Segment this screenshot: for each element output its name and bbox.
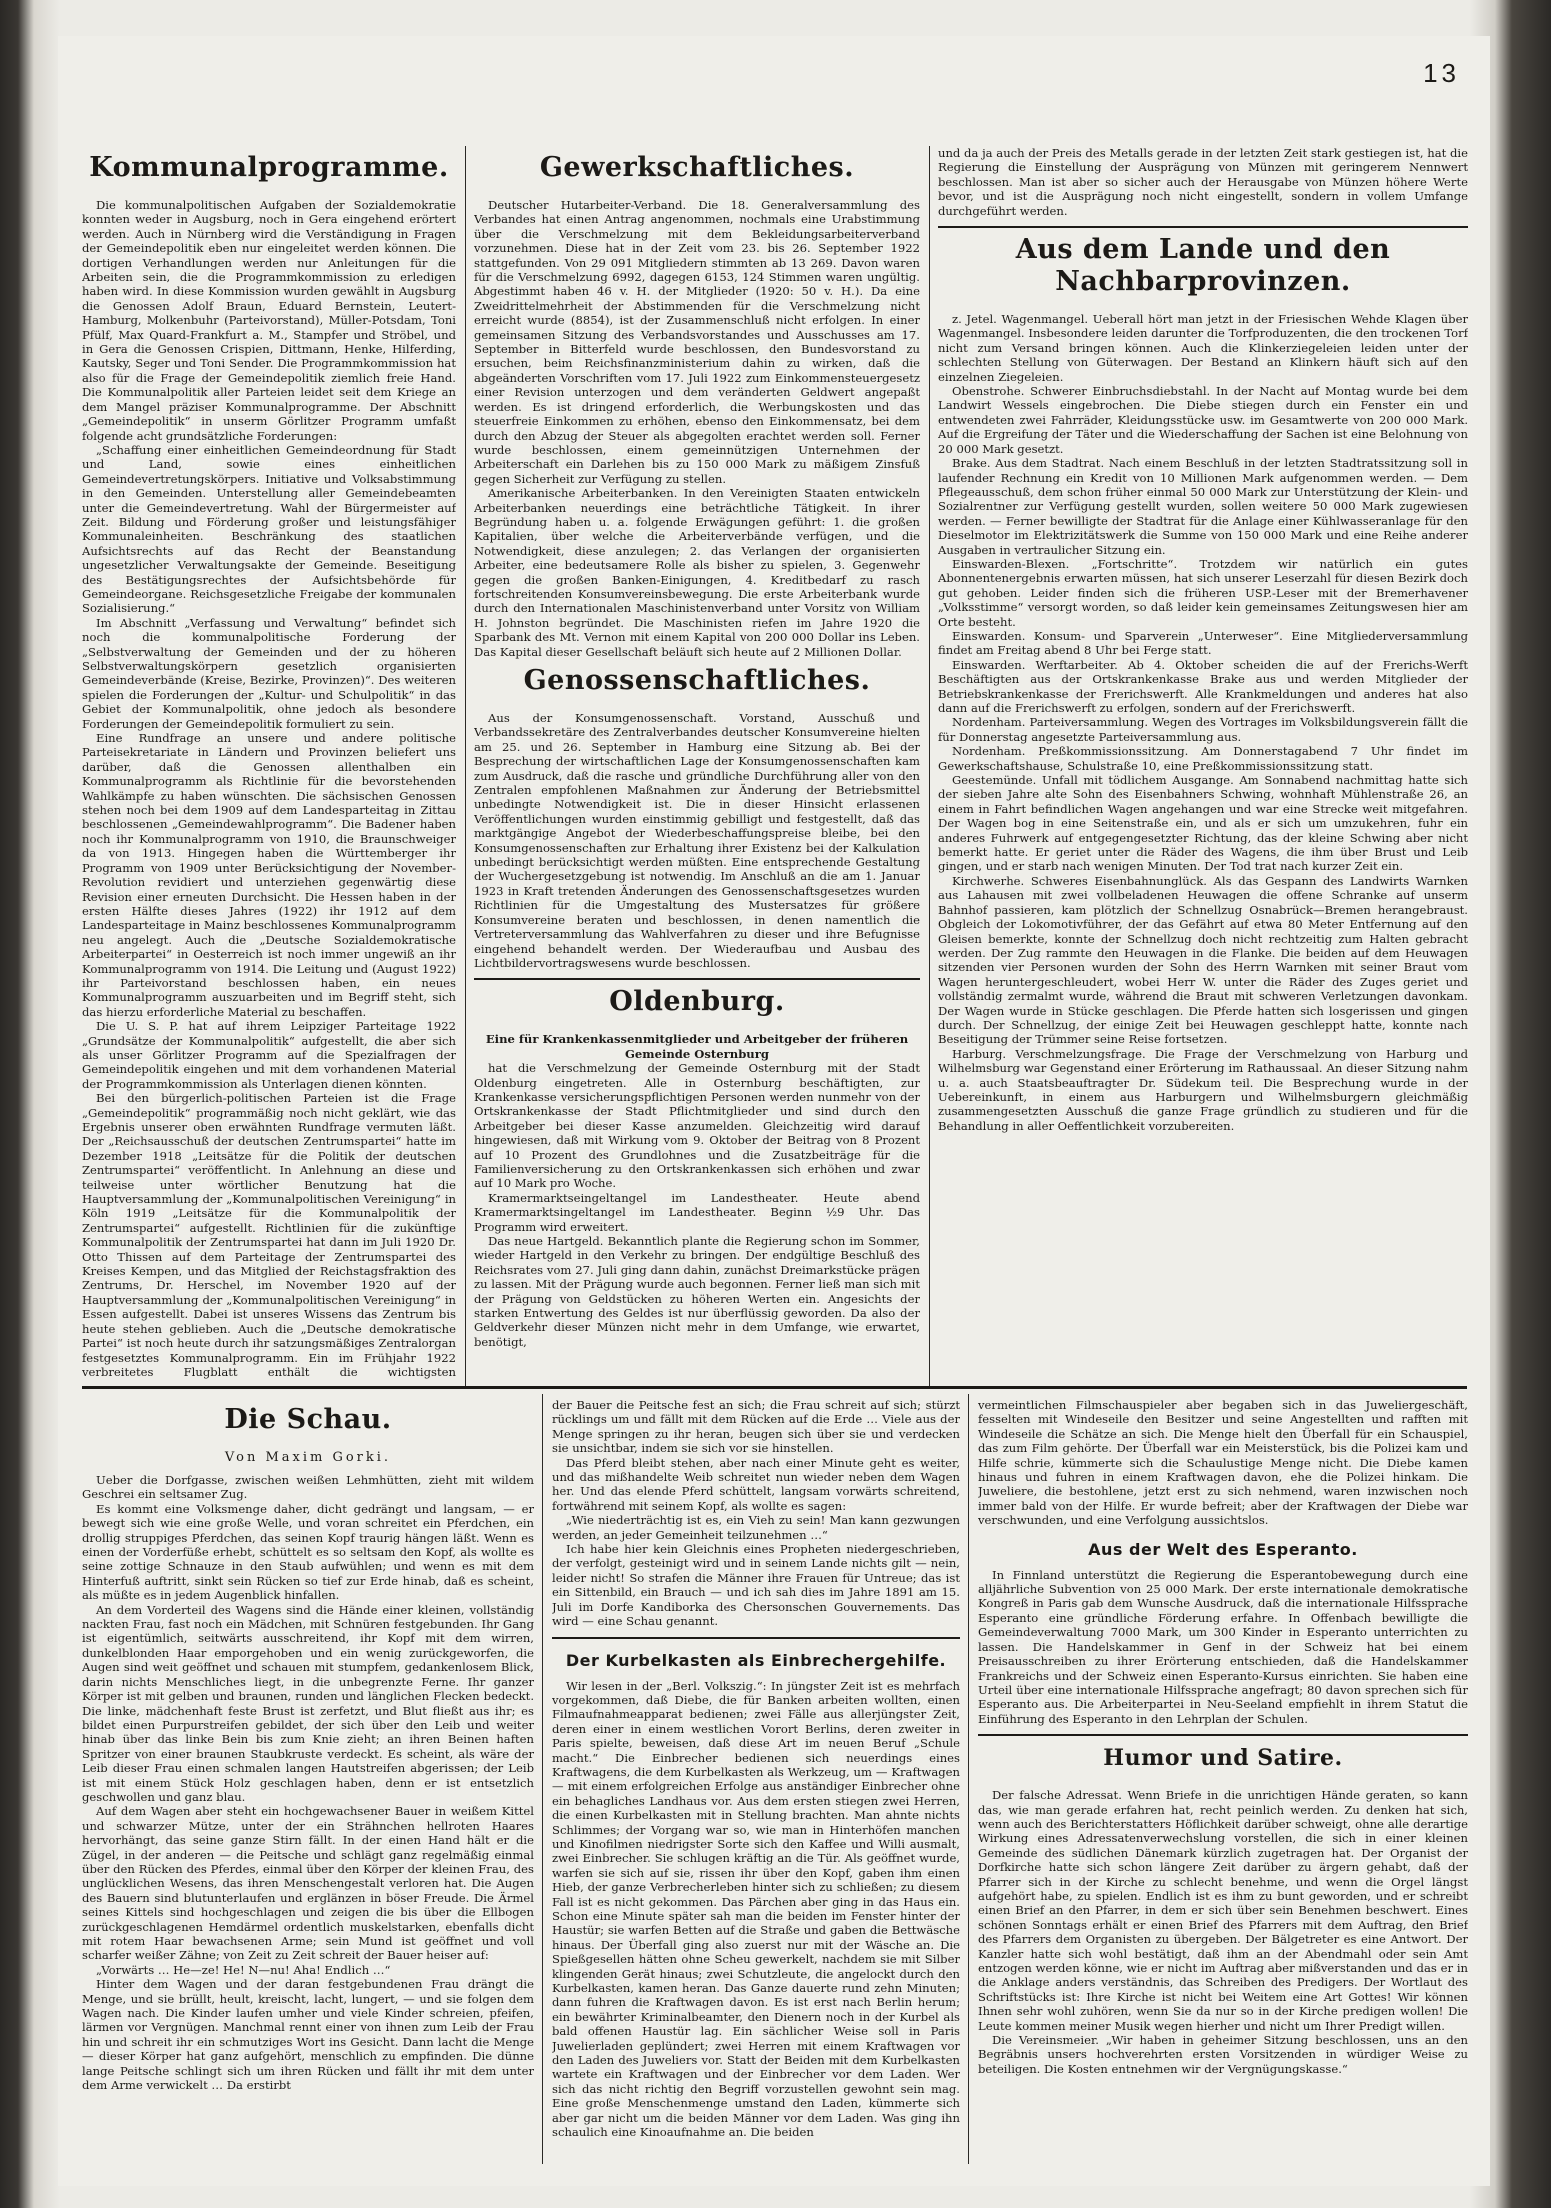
paragraph: Obenstrohe. Schwerer Einbruchsdiebstahl. In der Nacht auf Montag wurde bei dem Landwirt Wessels eingebrochen. Die Diebe stiegen durch ein Fenster ein und entwendeten zwei Fahrräder, Kleidungsstücke usw. im Gesamtwerte von 200 000 Mark. Auf die Ergreifung der Täter und die Wiederschaffung der Sachen ist eine Belohnung von 20 000 Mark gesetzt.	[938, 384, 1468, 456]
headline-humor-satire: Humor und Satire.	[1103, 1745, 1343, 1772]
paragraph: Aus der Konsumgenossenschaft. Vorstand, Ausschuß und Verbandssekretäre des Zentralverbandes deutscher Konsumvereine hielten am 25. und 26. September in Hamburg eine Sitzung ab. Bei der Besprechung der wirtschaftlichen Lage der Konsumgenossenschaften kam zum Ausdruck, daß die rasche und gründliche Durchführung aller von den Zentralen empfohlenen Maßnahmen zur Änderung der Betriebsmittel unbedingte Notwendigkeit ist. Die in dieser Hinsicht erlassenen Veröffentlichungen wurden einstimmig gebilligt und festgestellt, daß das marktgängige Angebot der Wiederbeschaffungspreise bleibe, bei den Konsumgenossenschaften zur Erhaltung ihrer Existenz bei der Kalkulation unbedingt berücksichtigt werden müßten. Eine entsprechende Gestaltung der Wuchergesetzgebung ist notwendig. Im Anschluß an die am 1. Januar 1923 in Kraft tretenden Änderungen des Genossenschaftsgesetzes wurden Richtlinien für die Umgestaltung des Mustersatzes für größere Konsumvereine beraten und beschlossen, in denen namentlich die Vertreterversammlung das Wahlverfahren zu dieser und ihre Befugnisse eingehend behandelt werden. Der Wiederaufbau und Ausbau des Lichtbildervortragswesens wurde beschlossen.	[474, 711, 920, 970]
subheadline: Eine für Krankenkassenmitglieder und Arbeitgeber der früheren Gemeinde Osternburg	[485, 1032, 909, 1061]
headline-kommunalprogramme: Kommunalprogramme.	[89, 152, 449, 183]
paragraph: Im Abschnitt „Verfassung und Verwaltung“ befindet sich noch die kommunalpolitische Forderung der „Selbstverwaltung der Gemeinden und der zu höheren Selbstverwaltungskörpern gesetzlich organisierten Gemeindeverbände (Kreise, Bezirke, Provinzen)“. Des weiteren spielen die Forderungen der „Kultur- und Schulpolitik“ in das Gebiet der Kommunalpolitik, ohne jedoch als besondere Forderungen der Gemeindepolitik formuliert zu sein.	[82, 615, 456, 731]
paragraph: Die U. S. P. hat auf ihrem Leipziger Parteitage 1922 „Grundsätze der Kommunalpolitik“ aufgestellt, die aber sich als unser Görlitzer Programm auf die Spezialfragen der Gemeindepolitik eingehen und mit dem vorhandenen Material der Programmkommission als Unterlagen dienen könnten.	[82, 1019, 456, 1091]
paragraph: Ueber die Dorfgasse, zwischen weißen Lehmhütten, zieht mit wildem Geschrei ein seltsamer Zug.	[82, 1473, 534, 1502]
column-rule	[929, 146, 930, 1386]
article-kommunalprogramme	[82, 146, 456, 1381]
headline-genossenschaftliches: Genossenschaftliches.	[523, 665, 871, 696]
headline-oldenburg: Oldenburg.	[609, 986, 785, 1018]
column-lower-right	[978, 1398, 1468, 2168]
paragraph: Amerikanische Arbeiterbanken. In den Vereinigten Staaten entwickeln Arbeiterbanken neuerdings eine beträchtliche Tätigkeit. In ihrer Begründung haben u. a. folgende Erwägungen geführt: 1. die großen Kapitalien, über welche die Arbeiterverbände verfügen, und die Notwendigkeit, diese anzulegen; 2. das Verlangen der organisierten Arbeiter, eine bedeutsamere Rolle als bisher zu spielen, 3. Gegenwehr gegen die großen Banken-Einigungen, 4. Kreditbedarf zu rasch fortschreitenden Konsumvereinsbewegung. Die erste Arbeiterbank wurde durch den Internationalen Maschinistenverband unter Vorsitz von William H. Johnston begründet. Die Maschinisten riefen im Jahre 1920 die Sparbank des Mt. Vernon mit einem Kapital von 200 000 Dollar ins Leben. Das Kapital dieser Gesellschaft beläuft sich heute auf 2 Millionen Dollar.	[474, 486, 920, 659]
paragraph: Harburg. Verschmelzungsfrage. Die Frage der Verschmelzung von Harburg und Wilhelmsburg war Gegenstand einer Erörterung im Rathaussaal. An dieser Sitzung nahm u. a. auch Staatsbeauftragter Dr. Südekum teil. Die Besprechung wurde in der Uebereinkunft, in einem aus Harburgern und Wilhelmsburgern gleichmäßig zusammengesetzten Ausschuß die ganze Frage gründlich zu studieren und für die Behandlung in aller Oeffentlichkeit vorzubereiten.	[938, 1046, 1468, 1133]
paragraph: Der falsche Adressat. Wenn Briefe in die unrichtigen Hände geraten, so kann das, wie man gerade erfahren hat, recht peinlich werden. Zu denken hat sich, wenn auch des Berichterstatters Höflichkeit darüber schweigt, ohne alle derartige Wirkung eines Adressatenverwechslung vorstellen, die sich in einer kleinen Gemeinde des südlichen Dänemark kürzlich zugetragen hat. Der Organist der Dorfkirche hatte sich schon längere Zeit darüber zu ärgern gehabt, daß der Pfarrer sich in der Kirche zu schlecht benehme, und wenn die Orgel längst aufgehört habe, zu spielen. Endlich ist es ihm zu bunt geworden, und er schreibt einen Brief an den Pfarrer, in dem er sich über sein Benehmen beschwert. Eines schönen Sonntags erhält er einen Brief des Pfarrers mit dem Auftrag, den Brief des Pfarrers dem Organisten zu übergeben. Der Bälgetreter es eine Antwort. Der Kanzler hatte sich wohl bestätigt, daß ihm an der Abendmahl oder sein Amt entzogen werden könne, wie er nicht im Auftrag aber mißverstanden und das er in die Anklage anders verständnis, das Schreiben des Predigers. Der Wortlaut des Schriftstücks ist: Ihre Kirche ist nicht bei Weitem eine Art Gottes! Wir können Ihnen sehr wohl zuhören, wenn Sie da nur so in der Kirche predigen wollen! Die Leute kommen meiner Musik wegen hierher und nicht um Ihrer Predigt willen.	[978, 1788, 1468, 2033]
paragraph-continued: und da ja auch der Preis des Metalls gerade in der letzten Zeit stark gestiegen ist, hat die Regierung die Einstellung der Ausprägung von Münzen mit geringerem Nennwert beschlossen. Man ist aber so sicher auch der Herausgabe von Münzen höhere Werte bevor, und ist die Ausprägung noch nicht eingestellt, sondern in vollem Umfange durchgeführt werden.	[938, 146, 1468, 218]
column-lower-middle	[552, 1398, 960, 2168]
paragraph: Einswarden-Blexen. „Fortschritte“. Trotzdem wir natürlich ein gutes Abonnentenergebnis erwarten müssen, hat sich unserer Leserzahl für diesen Bezirk doch gut gehoben. Leider finden sich die früheren USP.-Leser mit der Bremerhavener „Volksstimme“ versorgt worden, so daß leider kein gemeinsames Zeitungswesen hier am Orte besteht.	[938, 556, 1468, 629]
headline-die-schau: Die Schau.	[224, 1404, 392, 1435]
paragraph: Wir lesen in der „Berl. Volkszig.“: In jüngster Zeit ist es mehrfach vorgekommen, daß Diebe, die für Banken arbeiten wollten, einen Filmaufnahmeapparat bedienen; zwei Fälle aus allerjüngster Zeit, deren einer in einem westlichen Vorort Berlins, deren zweiter in Paris spielte, beweisen, daß diese Art im neuen Beruf „Schule macht.“ Die Einbrecher bedienen sich neuerdings eines Kraftwagens, die dem Kurbelkasten als Werkzeug, um — Kraftwagen — mit einem erfolgreichen Erfolge aus anständiger Einbrecher ohne ein behagliches Landhaus vor. Aus dem ersten stiegen zwei Herren, die einen Kurbelkasten mit in Stellung brachten. Man ahnte nichts Schlimmes; der Vorgang war so, wie man in Hinterhöfen manchen und Kinofilmen niedrigster Sorte sich den Kaffee und Willi ausmalt, zwei Einbrecher. Sie schlugen kräftig an die Tür. Als geöffnet wurde, warfen sie sich auf sie, rissen ihr über den Kopf, gaben ihm einen Hieb, der ganze Verbrecherleben hinter sich zu schließen; zu diesem Fall ist es nicht gekommen. Das Pärchen aber ging in das Haus ein. Schon eine Minute später sah man die beiden im Fenster hinter der Haustür; sie warfen Betten auf die Straße und gaben die Bettwäsche hinaus. Der Überfall ging also zuerst nur mit der Wäsche an. Die Spießgesellen hätten ohne Scheu gewerkelt, nachdem sie mit Silber klingenden Gerät hinaus; zwei Schutzleute, die angelockt durch den Kurbelkasten, kamen heran. Das Ganze dauerte rund zehn Minuten; dann fuhren die Kraftwagen davon. Es ist erst nach Berlin herum; ein bewährter Kriminalbeamter, den Dienern noch in der Kurbel als bald offenen Haustür lag. Ein sächlicher Weise soll in Paris Juwelierladen geplündert; zwei Herren mit einem Kraftwagen vor den Laden des Juweliers vor. Statt der Beiden mit dem Kurbelkasten wartete ein Kraftwagen und der Einbrecher vor dem Laden. Wer sich das nicht richtig den Begriff vorzustellen gewohnt sein mag. Eine große Menschenmenge umstand den Laden, kümmerte sich aber gar nicht um die beiden Männer vor dem Laden. Was ging ihn schaulich eine Kinoaufnahme an. Die beiden	[552, 1678, 960, 2140]
paragraph: z. Jetel. Wagenmangel. Ueberall hört man jetzt in der Friesischen Wehde Klagen über Wagenmangel. Insbesondere leiden darunter die Torfproduzenten, die den trockenen Torf nicht zum Versand bringen können. Auch die Klinkerziegeleien leiden unter der schlechten Stellung von Güterwagen. Der Bestand an Klinkern häuft sich auf den einzelnen Ziegeleien.	[938, 312, 1468, 384]
newspaper-page	[58, 36, 1490, 2186]
paragraph: Eine Rundfrage an unsere und andere politische Parteisekretariate in Ländern und Provinzen beliefert uns darüber, daß die Genossen allenthalben ein Kommunalprogramm als Richtlinie für die bevorstehenden Wahlkämpfe zu haben wünschten. Die sächsischen Genossen stehen noch bei dem 1909 auf dem Landesparteitag in Zittau beschlossenen „Gemeindewahlprogramm“. Die Badener haben noch ihr Kommunalprogramm von 1910, die Braunschweiger da von 1913. Hingegen haben die Württemberger ihr Programm von 1909 unter Berücksichtigung der November-Revolution revidiert und unterziehen gegenwärtig diese Revision einer erneuten Durchsicht. Die Hessen haben in der ersten Hälfte dieses Jahres (1922) ihr 1912 auf dem Landesparteitage in Mainz beschlossenes Kommunalprogramm neu angelegt. Auch die „Deutsche Sozialdemokratische Arbeiterpartei“ in Oesterreich ist noch immer ungewiß an ihr Kommunalprogramm von 1914. Die Leitung und (August 1922) ihr Parteivorstand beschlossen haben, ein neues Kommunalprogramm auszuarbeiten und im Begriff steht, sich das hierzu erforderliche Material zu beschaffen.	[82, 731, 456, 1019]
article-rule	[552, 1637, 960, 1639]
paragraph: Das neue Hartgeld. Bekanntlich plante die Regierung schon im Sommer, wieder Hartgeld in den Verkehr zu bringen. Der endgültige Beschluß des Reichsrates vom 27. Juli ging dann dahin, zunächst Dreimarkstücke prägen zu lassen. Mit der Prägung wurde auch begonnen. Ferner ließ man sich mit der Prägung von Geldstücken zu höheren Werten ein. Angesichts der starken Entwertung des Geldes ist nur überflüssig geworden. Da also der Geldverkehr dieser Münzen nicht mehr in dem Umfange, wie erwartet, benötigt,	[474, 1234, 920, 1349]
column-right	[938, 146, 1468, 1381]
paragraph: Die Vereinsmeier. „Wir haben in geheimer Sitzung beschlossen, uns an den Begräbnis unsers hochverehrten ersten Vorsitzenden in würdiger Weise zu beteiligen. Die Kosten entnehmen wir der Vergnügungskasse.“	[978, 2033, 1468, 2076]
paragraph: Kirchwerhe. Schweres Eisenbahnunglück. Als das Gespann des Landwirts Warnken aus Lahausen mit zwei vollbeladenen Heuwagen die offene Schranke auf unserm Bahnhof passieren, kam plötzlich der Schnellzug Osnabrück—Bremen herangebraust. Obgleich der Lokomotivführer, der das Gefährt auf etwa 80 Meter Entfernung auf den Gleisen bemerkte, konnte der Schnellzug doch nicht rechtzeitig zum Halten gebracht werden. Der Zug rammte den Heuwagen in die Flanke. Die beiden auf dem Heuwagen sitzenden vier Personen wurden der Sohn des Herrn Warnken mit seiner Braut vom Wagen heruntergeschleudert, wobei Herr W. unter die Räder des Zuges geriet und vollständig zermalmt wurde, während die Braut mit schweren Verletzungen davonkam. Der Wagen wurde in Stücke geschlagen. Die Pferde hatten sich losgerissen und gingen durch. Der Schnellzug, der einige Zeit bei Heuwagen geschleppt hatte, konnte nach Beseitigung der Trümmer seine Reise fortsetzen.	[938, 873, 1468, 1047]
headline-gewerkschaftliches: Gewerkschaftliches.	[539, 152, 855, 183]
paragraph: An dem Vorderteil des Wagens sind die Hände einer kleinen, vollständig nackten Frau, fast noch ein Mädchen, mit Schnüren festgebunden. Ihr Gang ist eigentümlich, seitwärts ausschreitend, ihr Kopf mit dem wirren, dunkelblonden Haar emporgehoben und ein wenig zurückgeworfen, die Augen sind weit geöffnet und schauen mit stumpfem, gedankenlosem Blick, darin nichts Menschliches liegt, in die unbegrenzte Ferne. Ihr ganzer Körper ist mit gelben und braunen, runden und länglichen Flecken bedeckt. Die linke, mädchenhaft feste Brust ist zerfetzt, und Blut fließt aus ihr; es bildet einen Purpurstreifen gebildet, der sich über den Leib und weiter hinab über das linke Bein bis zum Knie zieht; an ihren Beinen haften Spritzer von einer braunen Staubkruste verdeckt. Es scheint, als wäre der Leib dieser Frau einen schmalen langen Hautstreifen abgerissen; der Leib ist mit einem Stück Holz geschlagen haben, denn er ist entsetzlich geschwollen und ganz blau.	[82, 1602, 534, 1804]
paragraph: Auf dem Wagen aber steht ein hochgewachsener Bauer in weißem Kittel und schwarzer Mütze, unter der ein Strähnchen hellroten Haares hervorhängt, das seine ganze Stirn fällt. In der einen Hand hält er die Zügel, in der anderen — die Peitsche und schlägt ganz regelmäßig einmal über den Rücken des Pferdes, einmal über den Körper der kleinen Frau, des unglücklichen Wesens, das ihren Menschengestalt verloren hat. Die Augen des Bauern sind blutunterlaufen und erglänzen in böser Freude. Die Ärmel seines Kittels sind hochgeschlagen und zeigen die bis über die Ellbogen zurückgeschlagenen Hemdärmel ordentlich muskelstarken, ebenfalls dicht mit rotem Haar bewachsenen Arme; sein Mund ist geöffnet und voll scharfer weißer Zähne; von Zeit zu Zeit schreit der Bauer heiser auf:	[82, 1804, 534, 1963]
paragraph: Das Pferd bleibt stehen, aber nach einer Minute geht es weiter, und das mißhandelte Weib schreitet nun wieder neben dem Wagen her. Und das elende Pferd schüttelt, langsam vorwärts schreitend, fortwährend mit seinem Kopf, als wollte es sagen:	[552, 1455, 960, 1513]
column-rule	[968, 1394, 969, 2164]
paragraph: In Finnland unterstützt die Regierung die Esperantobewegung durch eine alljährliche Subvention von 25 000 Mark. Der erste internationale demokratische Kongreß in Paris gab dem Wunsche Ausdruck, daß die internationale Hilfssprache Esperanto eine gründliche Förderung erfahre. In Offenbach bewilligte die Gemeindeverwaltung 7000 Mark, um 300 Kinder in Esperanto unterrichten zu lassen. Die Handelskammer in Genf in der Schweiz hat bei einem Preisausschreiben zu ihrer Erörterung entschieden, daß die Handelskammer Frankreichs und der Schweiz einen Esperanto-Kursus einrichten. Sie haben eine Urteil über eine internationale Hilfssprache angefragt; 80 davon sprechen sich für Esperanto aus. Die Arbeiterpartei in Neu-Seeland empfiehlt in ihrem Statut die Einführung des Esperanto in den Lehrplan der Schulen.	[978, 1567, 1468, 1726]
headline-esperanto: Aus der Welt des Esperanto.	[1088, 1539, 1358, 1559]
paragraph: Brake. Aus dem Stadtrat. Nach einem Beschluß in der letzten Stadtratssitzung soll in laufender Rechnung ein Kredit von 10 Millionen Mark aufgenommen werden. — Dem Pflegeausschuß, dem schon früher einmal 50 000 Mark zur Unterstützung der Klein- und Sozialrentner zur Verfügung gestellt wurden, sollen weitere 50 000 Mark zugewiesen werden. — Ferner bewilligte der Stadtrat für die Anlage einer Kühlwasseranlage für den Dieselmotor im Elektrizitätswerk die Summe von 150 000 Mark und eine Reihe anderer Ausgaben in vertraulicher Sitzung ein.	[938, 456, 1468, 557]
article-rule	[938, 226, 1468, 228]
article-die-schau	[82, 1398, 534, 2168]
paragraph: Nordenham. Preßkommissionssitzung. Am Donnerstagabend 7 Uhr findet im Gewerkschaftshause, Schulstraße 10, eine Preßkommissionssitzung statt.	[938, 744, 1468, 773]
paragraph: „Schaffung einer einheitlichen Gemeindeordnung für Stadt und Land, sowie eines einheitlichen Gemeindevertretungskörpers. Initiative und Volksabstimmung in den Gemeinden. Unterstellung aller Gemeindebeamten unter die Gemeindevertretung. Wahl der Bürgermeister auf Zeit. Bildung und Förderung großer und leistungsfähiger Kommunaleinheiten. Beschränkung des staatlichen Aufsichtsrechts auf das Recht der Beanstandung ungesetzlicher Verwaltungsakte der Gemeinde. Beseitigung des Bestätigungsrechtes der Aufsichtsbehörde für Gemeindeorgane. Reichsgesetzliche Freigabe der kommunalen Sozialisierung.“	[82, 442, 456, 616]
column-rule	[465, 146, 466, 1386]
paragraph: „Vorwärts … He—ze! He! N—nu! Aha! Endlich …“	[96, 1962, 391, 1977]
paragraph: „Wie niederträchtig ist es, ein Vieh zu sein! Man kann gezwungen werden, an jeder Gemeinheit teilzunehmen …“	[552, 1513, 960, 1542]
paragraph: Ich habe hier kein Gleichnis eines Propheten niedergeschrieben, der verfolgt, gesteinigt wird und in seinem Lande nichts gilt — nein, leider nicht! So strafen die Männer ihre Frauen für Untreue; das ist ein Sittenbild, ein Brauch — und ich sah dies im Jahre 1891 am 15. Juli im Dorfe Kandiborka des Chersonschen Gouvernements. Das wird — eine Schau genannt.	[552, 1542, 960, 1629]
column-middle	[474, 146, 920, 1381]
byline: Von Maxim Gorki.	[224, 1450, 392, 1465]
paragraph: Kramermarktseingeltangel im Landestheater. Heute abend Kramermarktsingeltangel im Landestheater. Beginn ½9 Uhr. Das Programm wird erweitert.	[474, 1190, 920, 1234]
paragraph: Nordenham. Parteiversammlung. Wegen des Vortrages im Volksbildungsverein fällt die für Donnerstag angesetzte Parteiversammlung aus.	[938, 715, 1468, 744]
paragraph: Einswarden. Konsum- und Sparverein „Unterweser“. Eine Mitgliederversammlung findet am Freitag abend 8 Uhr bei Ferge statt.	[938, 628, 1468, 658]
paragraph-continued: der Bauer die Peitsche fest an sich; die Frau schreit auf sich; stürzt rücklings um und fällt mit dem Rücken auf die Erde … Viele aus der Menge springen zu ihr heran, beugen sich über sie und verdecken sie unsichtbar, indem sie sich vor sie hinstellen.	[552, 1398, 960, 1456]
paragraph: Es kommt eine Volksmenge daher, dicht gedrängt und langsam, — er bewegt sich wie eine große Welle, und voran schreitet ein Pferdchen, ein drollig struppiges Pferdchen, das seinen Kopf traurig hängen läßt. Wenn es einen der Vorderfüße erhebt, schüttelt es so seltsam den Kopf, als wollte es seine zottige Schnauze in den Staub aufwühlen; und wenn es mit dem Hinterfuß auftritt, sinkt sein Rücken so tief zur Erde hinab, daß es scheint, als müßte es in jedem Augenblick hinfallen.	[82, 1501, 534, 1603]
headline-aus-dem-lande: Aus dem Lande und den Nachbarprovinzen.	[1015, 234, 1391, 298]
paragraph: Die kommunalpolitischen Aufgaben der Sozialdemokratie konnten weder in Augsburg, noch in Gera eingehend erörtert werden. Auch in Nürnberg wird die Verständigung in Fragen der Gemeindepolitik eben nur eingeleitet werden können. Die dortigen Verhandlungen werden nur Anleitungen für die Arbeiten sein, die die Programmkommission zu erledigen haben wird. In diese Kommission wurden gewählt in Augsburg die Genossen Adolf Braun, Eduard Bernstein, Leutert-Hamburg, Molkenbuhr (Parteivorstand), Müller-Potsdam, Toni Pfülf, Max Quard-Frankfurt a. M., Stampfer und Ströbel, und in Gera die Genossen Crispien, Dittmann, Henke, Hilferding, Kautsky, Seger und Toni Sender. Die Programmkommission hat also für die Frage der Gemeindepolitik ziemlich freie Hand. Die Kommunalpolitik aller Parteien leidet seit dem Kriege an dem Mangel präziser Kommunalprogramme. Der Abschnitt „Gemeindepolitik“ in unserm Görlitzer Programm umfaßt folgende acht grundsätzliche Forderungen:	[82, 198, 456, 443]
article-rule	[474, 978, 920, 980]
article-rule	[978, 1734, 1468, 1736]
paragraph: Geestemünde. Unfall mit tödlichem Ausgange. Am Sonnabend nachmittag hatte sich der sieben Jahre alte Sohn des Eisenbahners Schwing, wohnhaft Mühlenstraße 26, an einem in Fahrt befindlichen Wagen angehangen und war eine Strecke weit mitgefahren. Der Wagen bog in eine Seitenstraße ein, und als er sich um umzukehren, fuhr ein anderes Fuhrwerk auf entgegengesetzter Richtung, das der kleine Schwing aber nicht bemerkt hatte. Er geriet unter die Räder des Wagens, die ihm über Brust und Leib gingen, und er starb nach wenigen Minuten. Der Tod trat nach kurzer Zeit ein.	[938, 773, 1468, 874]
paragraph: Hinter dem Wagen und der daran festgebundenen Frau drängt die Menge, und sie brüllt, heult, kreischt, lacht, lungert, — und sie folgen dem Wagen nach. Die Kinder laufen umher und viele Kinder schreien, pfeifen, lärmen vor Vergnügen. Manchmal rennt einer von ihnen zum Leib der Frau hin und schreit ihr ein schmutziges Wort ins Gesicht. Dann lacht die Menge — dieser Körper hat ganz aufgehört, menschlich zu empfinden. Die dünne lange Peitsche schlingt sich um ihren Rücken und fällt ihr mit dem unter dem Arme verwickelt … Da erstirbt	[82, 1977, 534, 2093]
headline-kurbelkasten: Der Kurbelkasten als Einbrechergehilfe.	[565, 1650, 947, 1670]
paragraph: Bei den bürgerlich-politischen Parteien ist die Frage „Gemeindepolitik“ programmäßig noch nicht geklärt, wie das Ergebnis unserer oben erwähnten Rundfrage vermuten läßt. Der „Reichsausschuß der deutschen Zentrumspartei“ hatte im Dezember 1918 „Leitsätze für die Politik der deutschen Zentrumspartei“ veröffentlicht. In Anlehnung an diese und teilweise unter wörtlicher Benutzung hat die Hauptversammlung der „Kommunalpolitischen Vereinigung“ in Köln 1919 „Leitsätze für die Kommunalpolitik der Zentrumspartei“ aufgestellt. Richtlinien für die zukünftige Kommunalpolitik der Zentrumspartei hat dann im Juli 1920 Dr. Otto Thissen auf dem Parteitage der Zentrumspartei des Kreises Kempen, und das Mitglied der Reichstagsfraktion des Zentrums, Dr. Herschel, im November 1920 auf der Hauptversammlung der „Kommunalpolitischen Vereinigung“ in Essen aufgestellt. Dabei ist unseres Wissens das Zentrum bis heute stehen geblieben. Auch die „Deutsche demokratische Partei“ ist noch heute durch ihr satzungsmäßiges Zentralorgan festgesetztes Kommunalprogramm. Ein im Frühjahr 1922 verbreitetes Flugblatt enthält die wichtigsten	[82, 1091, 456, 1379]
paragraph: Einswarden. Werftarbeiter. Ab 4. Oktober scheiden die auf der Frerichs-Werft Beschäftigten aus der Ortskrankenkasse Brake aus und werden Mitglieder der Betriebskrankenkasse der Frerichswerft. Alle Krankmeldungen und anderes hat also dann auf die Frerichswerft zu erfolgen, sondern auf der Frerichswerft.	[938, 657, 1468, 715]
column-rule	[542, 1394, 543, 2164]
paragraph: hat die Verschmelzung der Gemeinde Osternburg mit der Stadt Oldenburg eingetreten. Alle in Osternburg beschäftigten, zur Krankenkasse versicherungspflichtigen Personen werden nunmehr von der Ortskrankenkasse der Stadt Pflichtmitglieder und sind durch den Arbeitgeber bei dieser Kasse anzumelden. Gleichzeitig wird darauf hingewiesen, daß mit Wirkung vom 9. Oktober der Beitrag von 8 Prozent auf 10 Prozent des Grundlohnes und die Zusatzbeiträge für die Familienversicherung zu den Ortskrankenkassen sich erhöhen und zwar auf 10 Mark pro Woche.	[474, 1061, 920, 1191]
section-divider	[82, 1386, 1467, 1389]
page-number: 13	[1423, 58, 1460, 88]
paragraph: Deutscher Hutarbeiter-Verband. Die 18. Generalversammlung des Verbandes hat einen Antrag angenommen, nochmals eine Urabstimmung über die Verschmelzung mit dem Bekleidungsarbeiterverband vorzunehmen. Diese hat in der Zeit vom 23. bis 26. September 1922 stattgefunden. Von 29 091 Mitgliedern stimmten ab 13 269. Davon waren für die Verschmelzung 6992, dagegen 6153, 124 Stimmen waren ungültig. Abgestimmt haben 46 v. H. der Mitglieder (1920: 50 v. H.). Da eine Zweidrittelmehrheit der Abstimmenden für die Verschmelzung nicht erreicht wurde (8854), ist der Zusammenschluß nicht erfolgen. In einer gemeinsamen Sitzung des Verbandsvorstandes und Ausschusses am 17. September in Bitterfeld wurde beschlossen, den Bundesvorstand zu ersuchen, beim Reichsfinanzministerium dahin zu wirken, daß die abgeänderten Vorschriften vom 17. Juli 1922 zum Einkommensteuergesetz einer Revision unterzogen und dem veränderten Geldwert angepaßt werden. Es ist dringend erforderlich, die Werbungskosten und das steuerfreie Einkommen zu erhöhen, ebenso den Einkommensatz, bei dem durch den Abzug der Steuer als abgegolten erachtet werden soll. Ferner wurde beschlossen, einem gemeinnützigen Unternehmen der Arbeiterschaft ein Darlehen bis zu 150 000 Mark zu mäßigem Zinsfuß gegen Sicherheit zur Verfügung zu stellen.	[474, 198, 920, 486]
paragraph-continued: vermeintlichen Filmschauspieler aber begaben sich in das Juweliergeschäft, fesselten mit Windeseile den Besitzer und seine Angestellten und rafften mit Windeseile die Schätze an sich. Die Menge hielt den Überfall für ein Schauspiel, das zum Film gehörte. Der Überfall war ein Meisterstück, bis die Polizei kam und Hilfe schrie, kümmerte sich die Schaulustige Menge nicht. Die Diebe kamen hinaus und fuhren in einem Kraftwagen davon, ehe die Polizei hinkam. Die Juweliere, die bestohlene, jetzt erst zu sich nehmend, waren inzwischen noch immer bald von der Hilfe. Er wurde befreit; aber der Kraftwagen der Diebe war verschwunden, und eine Verfolgung aussichtslos.	[978, 1398, 1468, 1528]
